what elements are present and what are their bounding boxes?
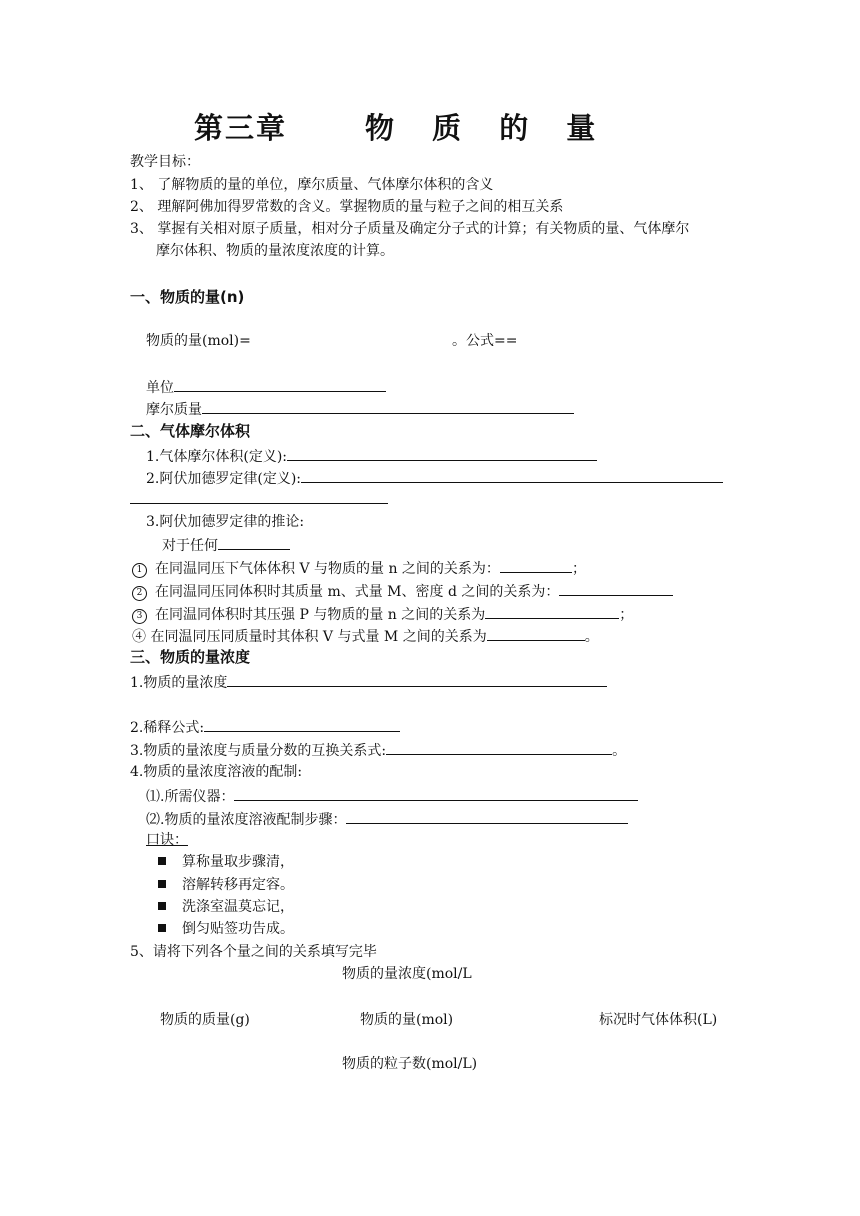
any-blank[interactable]: [218, 534, 290, 550]
objective-item-3-cont: 摩尔体积、物质的量浓度浓度的计算。: [156, 243, 394, 259]
section-1-heading: 一、物质的量(n): [130, 288, 245, 306]
formula-label: 。公式==: [452, 333, 518, 349]
relationship-instruction: 5、请将下列各个量之间的关系填写完毕: [130, 944, 377, 960]
corollary-4: ④ 在同温同压同质量时其体积 V 与式量 M 之间的关系为 。: [132, 625, 599, 647]
gas-molar-volume-line: 1.气体摩尔体积(定义):: [146, 445, 597, 467]
corollary-1: 1 在同温同压下气体体积 V 与物质的量 n 之间的关系为： ；: [132, 557, 586, 579]
avogadro-corollary-heading: 3.阿伏加德罗定律的推论:: [146, 514, 305, 530]
avogadro-law-blank[interactable]: [301, 467, 723, 483]
steps-line: ⑵.物质的量浓度溶液配制步骤：: [146, 808, 628, 830]
corollary-3-blank[interactable]: [485, 603, 619, 619]
diagram-amount-node: 物质的量(mol): [360, 1012, 454, 1028]
mnemonic-item: 溶解转移再定容。: [158, 875, 294, 895]
instruments-line: ⑴.所需仪器：: [146, 785, 638, 807]
amount-definition-label: 物质的量(mol)=: [146, 333, 251, 349]
concentration-line: 1.物质的量浓度: [130, 671, 607, 693]
page-title: [194, 110, 609, 146]
chapter-number: 第三章: [194, 111, 288, 145]
conversion-line: 3.物质的量浓度与质量分数的互换关系式: 。: [130, 739, 626, 761]
chapter-name: 物 质 的 量: [365, 111, 610, 145]
concentration-blank[interactable]: [227, 671, 607, 687]
mnemonic-item: 倒匀贴签功告成。: [158, 919, 294, 939]
bullet-square-icon: [158, 880, 166, 888]
mnemonic-item: 洗涤室温莫忘记，: [158, 897, 294, 917]
objective-item-3: 3、 掌握有关相对原子质量，相对分子质量及确定分子式的计算；有关物质的量、气体摩尔: [130, 221, 690, 237]
instruments-blank[interactable]: [234, 785, 638, 801]
avogadro-law-blank-cont[interactable]: [130, 503, 388, 504]
bullet-square-icon: [158, 924, 166, 932]
corollary-1-blank[interactable]: [500, 557, 572, 573]
objective-item-2: 2、 理解阿佛加得罗常数的含义。掌握物质的量与粒子之间的相互关系: [130, 199, 564, 215]
section-3-heading: 三、物质的量浓度: [130, 648, 251, 666]
diagram-concentration-node: 物质的量浓度(mol/L: [342, 966, 472, 982]
any-gas-line: 对于任何: [162, 534, 290, 556]
molar-mass-line: 摩尔质量: [146, 398, 574, 420]
mnemonic-label: 口诀：: [146, 832, 188, 848]
corollary-2-blank[interactable]: [559, 580, 673, 596]
diagram-mass-node: 物质的质量(g): [160, 1012, 250, 1028]
avogadro-law-line: 2.阿伏加德罗定律(定义):: [146, 467, 723, 489]
steps-blank[interactable]: [346, 808, 628, 824]
corollary-3: 3 在同温同体积时其压强 P 与物质的量 n 之间的关系为 ；: [132, 603, 633, 625]
section-2-heading: 二、气体摩尔体积: [130, 422, 251, 440]
dilution-line: 2.稀释公式:: [130, 716, 400, 738]
unit-line: 单位: [146, 376, 386, 398]
molar-mass-blank[interactable]: [202, 398, 574, 414]
unit-blank[interactable]: [174, 376, 386, 392]
diagram-particle-node: 物质的粒子数(mol/L): [342, 1056, 478, 1072]
mnemonic-item: 算称量取步骤清，: [158, 852, 294, 872]
objective-item-1: 1、 了解物质的量的单位，摩尔质量、气体摩尔体积的含义: [130, 177, 494, 193]
preparation-heading: 4.物质的量浓度溶液的配制:: [130, 764, 303, 780]
bullet-square-icon: [158, 902, 166, 910]
dilution-blank[interactable]: [204, 716, 400, 732]
diagram-gas-volume-node: 标况时气体体积(L): [599, 1012, 718, 1028]
gas-molar-volume-blank[interactable]: [287, 445, 597, 461]
objectives-heading: 教学目标：: [130, 154, 200, 170]
bullet-square-icon: [158, 857, 166, 865]
conversion-blank[interactable]: [386, 739, 612, 755]
corollary-4-blank[interactable]: [487, 625, 585, 641]
corollary-2: 2 在同温同压同体积时其质量 m、式量 M、密度 d 之间的关系为：: [132, 580, 673, 602]
